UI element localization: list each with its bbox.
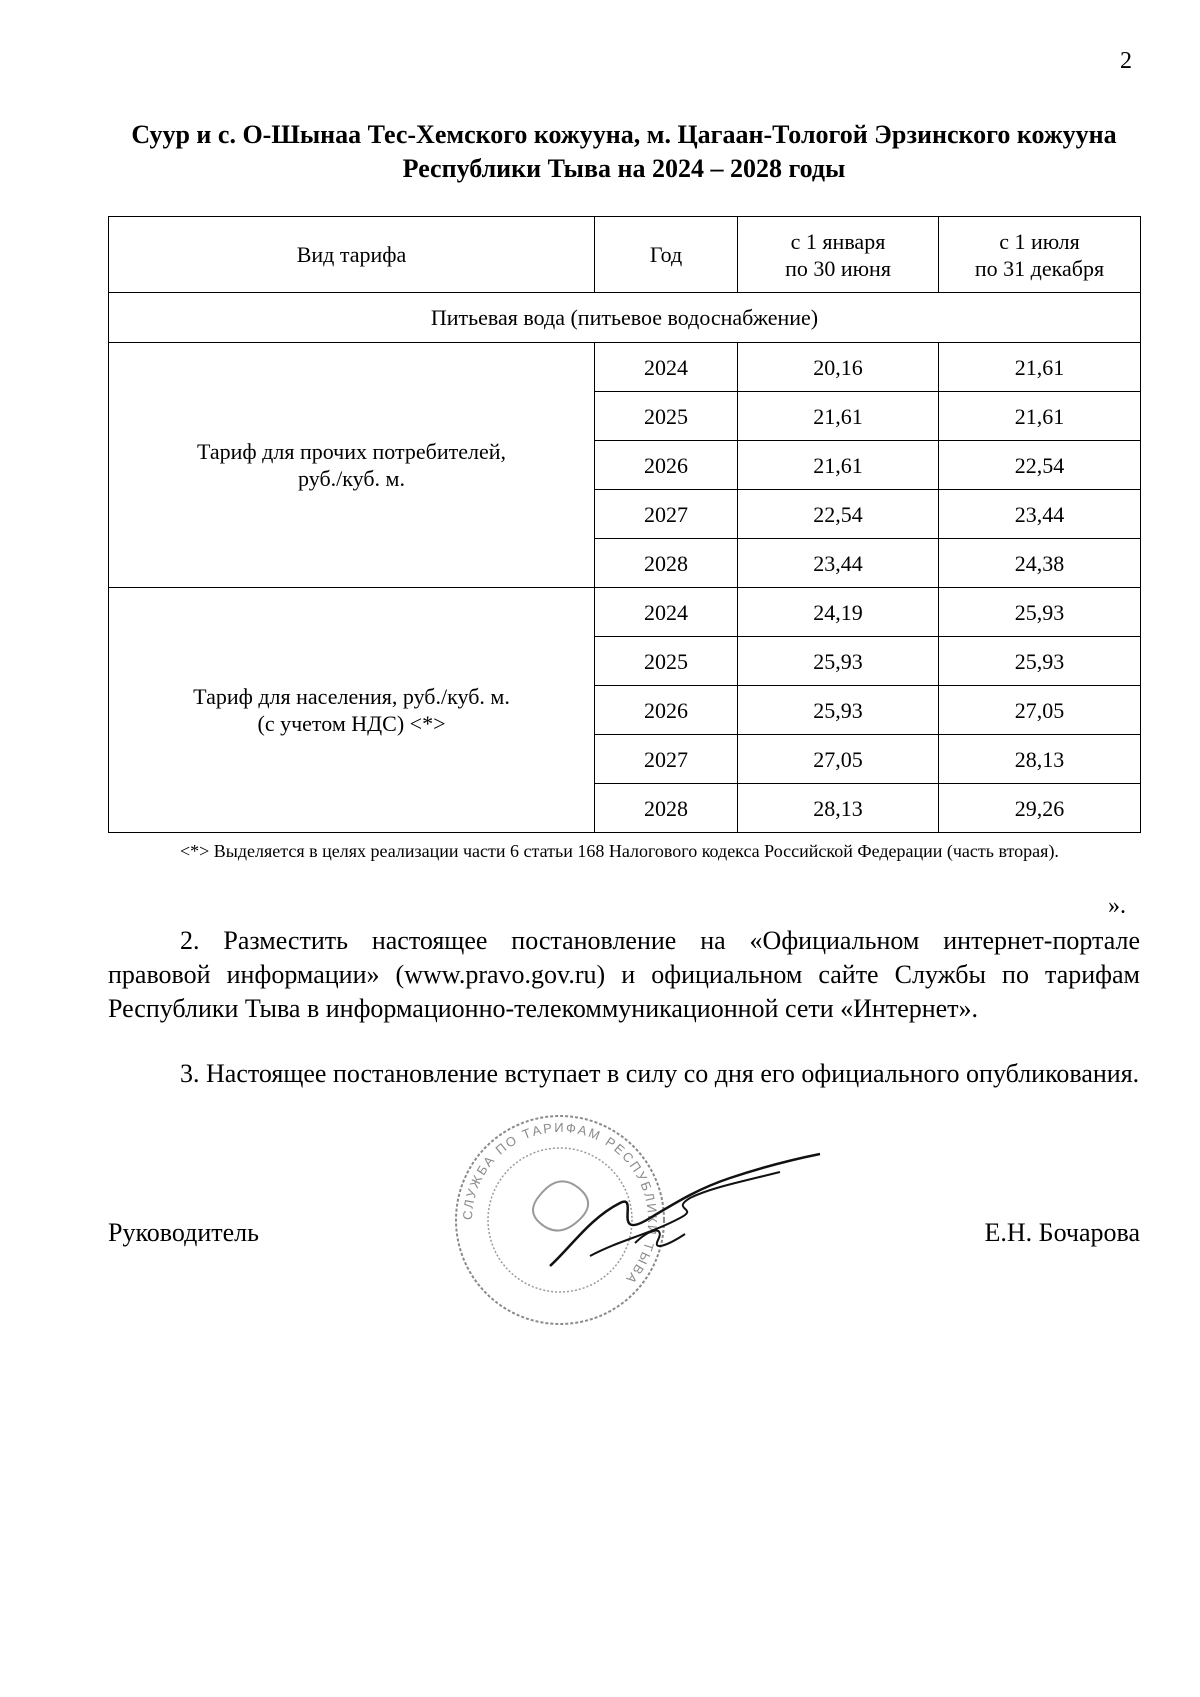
cell-second-half: 29,26 — [939, 784, 1141, 833]
header-second-half: с 1 июля по 31 декабря — [939, 217, 1141, 293]
closing-quote: ». — [1108, 893, 1126, 919]
footnote: <*> Выделяется в целях реализации части 6 статьи 168 Налогового кодекса Российской Федерации (часть вторая). — [180, 841, 1059, 861]
signature-icon — [530, 1148, 830, 1278]
group-label-population: Тариф для населения, руб./куб. м. (с учетом НДС) <*> — [109, 588, 595, 833]
group-label-other-consumers: Тариф для прочих потребителей, руб./куб. м. — [109, 343, 595, 588]
tariff-table — [108, 216, 1141, 833]
paragraph-2: 2. Разместить настоящее постановление на «Официальном интернет-портале правовой информации» (www.pravo.gov.ru) и официальном сайте Службы по тарифам Республики Тыва в информационно-телекоммуникационной сети «Интернет». — [108, 926, 1140, 1023]
table-row — [109, 588, 1141, 637]
cell-year: 2025 — [595, 392, 738, 441]
cell-first-half: 25,93 — [738, 637, 939, 686]
table-row — [109, 343, 1141, 392]
cell-second-half: 27,05 — [939, 686, 1141, 735]
cell-year: 2026 — [595, 686, 738, 735]
cell-year: 2024 — [595, 343, 738, 392]
cell-first-half: 22,54 — [738, 490, 939, 539]
cell-year: 2025 — [595, 637, 738, 686]
cell-year: 2027 — [595, 735, 738, 784]
cell-second-half: 28,13 — [939, 735, 1141, 784]
stamp-text: СЛУЖБА ПО ТАРИФАМ РЕСПУБЛИКИ ТЫВА — [459, 1119, 661, 1288]
signer-name: Е.Н. Бочарова — [984, 1218, 1140, 1247]
table-header-row — [109, 217, 1141, 293]
header-year: Год — [595, 217, 738, 293]
document-title: Суур и с. О-Шынаа Тес-Хемского кожууна, м. Цагаан-Тологой Эрзинского кожууна Республики Тыва на 2024 – 2028 годы — [131, 120, 1117, 183]
paragraph-3: 3. Настоящее постановление вступает в силу со дня его официального опубликования. — [180, 1059, 1140, 1088]
cell-second-half: 25,93 — [939, 588, 1141, 637]
cell-year: 2027 — [595, 490, 738, 539]
cell-first-half: 28,13 — [738, 784, 939, 833]
cell-first-half: 27,05 — [738, 735, 939, 784]
cell-year: 2028 — [595, 539, 738, 588]
cell-first-half: 25,93 — [738, 686, 939, 735]
cell-second-half: 23,44 — [939, 490, 1141, 539]
page-number: 2 — [1120, 48, 1132, 74]
cell-second-half: 24,38 — [939, 539, 1141, 588]
cell-first-half: 21,61 — [738, 441, 939, 490]
cell-first-half: 24,19 — [738, 588, 939, 637]
section-label: Питьевая вода (питьевое водоснабжение) — [109, 293, 1141, 343]
cell-year: 2028 — [595, 784, 738, 833]
cell-second-half: 25,93 — [939, 637, 1141, 686]
cell-first-half: 21,61 — [738, 392, 939, 441]
cell-second-half: 22,54 — [939, 441, 1141, 490]
cell-year: 2026 — [595, 441, 738, 490]
cell-second-half: 21,61 — [939, 343, 1141, 392]
cell-second-half: 21,61 — [939, 392, 1141, 441]
cell-first-half: 20,16 — [738, 343, 939, 392]
table-section-row — [109, 293, 1141, 343]
signer-title: Руководитель — [108, 1218, 259, 1247]
header-tariff-type: Вид тарифа — [109, 217, 595, 293]
cell-first-half: 23,44 — [738, 539, 939, 588]
header-first-half: с 1 января по 30 июня — [738, 217, 939, 293]
cell-year: 2024 — [595, 588, 738, 637]
